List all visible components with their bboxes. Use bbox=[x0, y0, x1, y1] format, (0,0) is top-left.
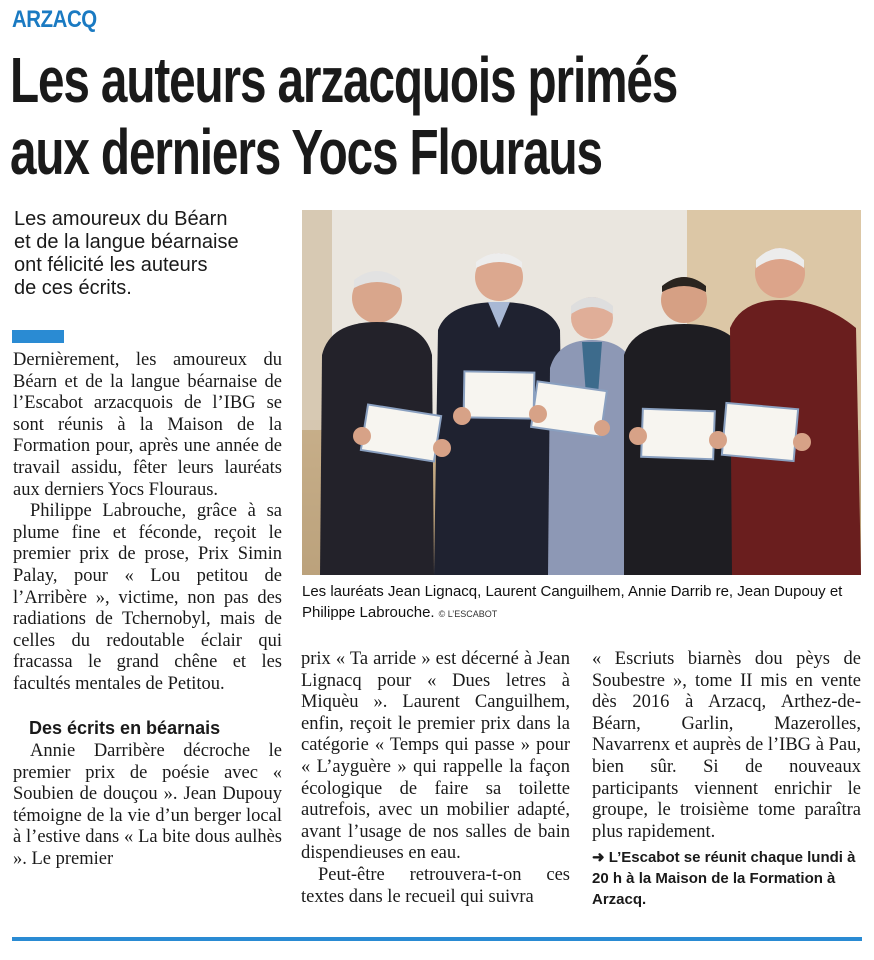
paragraph-poetry-prize: Annie Darribère décroche le premier prix de poésie avec « Soubien de douçou ». Jean Dupouy témoigne de la vie d’un berger local à l’estive dans « La bite dous aulhès ». Le premier bbox=[13, 741, 282, 870]
article-column-1 bbox=[13, 350, 282, 871]
headline-line-1: Les auteurs arzacquois primés bbox=[10, 44, 678, 116]
standfirst-line-4: de ces écrits. bbox=[14, 277, 132, 299]
subheading: Des écrits en béarnais bbox=[29, 717, 221, 738]
photo-caption-text: Les lauréats Jean Lignacq, Laurent Canguilhem, Annie Darrib re, Jean Dupouy et Philippe Labrouche. bbox=[302, 583, 843, 621]
standfirst-line-3: ont félicité les auteurs bbox=[14, 254, 208, 276]
paragraph-other-prizes: prix « Ta arride » est décerné à Jean Lignacq pour « Dues letres à Miquèu ». Laurent Canguilhem, enfin, reçoit le premier prix dans la catégorie « Temps qui passe » pour « L’ayguère » qui rappelle la façon écologique de faire sa toilette autrefois, avec un mobilier adapté, avant l’usage de nos salles de bain dispendieuses en eau. bbox=[301, 649, 570, 864]
practical-info-text: L’Escabot se réunit chaque lundi à 20 h à la Maison de la Formation à Arzacq. bbox=[592, 849, 856, 909]
headline-line-2: aux derniers Yocs Flouraus bbox=[10, 116, 602, 188]
headline bbox=[10, 44, 755, 188]
accent-bar bbox=[12, 330, 64, 343]
photo-credit: © L’ESCABOT bbox=[438, 609, 498, 619]
standfirst bbox=[14, 208, 314, 300]
section-tag: ARZACQ bbox=[12, 6, 97, 33]
paragraph-intro: Dernièrement, les amoureux du Béarn et de la langue béarnaise de l’Escabot arzacquois de l’IBG se sont réunis à la Maison de la Formation pour, après une année de travail assidu, fêter leurs lauréats aux derniers Yocs Flouraus. bbox=[13, 350, 282, 500]
bottom-rule bbox=[12, 937, 862, 941]
article-column-3 bbox=[592, 649, 861, 910]
paragraph-publication: « Escriuts biarnès dou pèys de Soubestre », tome II mis en vente dès 2016 à Arzacq, Arthez-de-Béarn, Garlin, Mazerolles, Navarrenx et auprès de l’IBG à Pau, bien sûr. Si de nouveaux participants viennent enrichir le groupe, le troisième tome paraîtra plus rapidement. bbox=[592, 649, 861, 842]
standfirst-line-1: Les amoureux du Béarn bbox=[14, 208, 228, 230]
article-column-2 bbox=[301, 649, 570, 908]
laureates-photo bbox=[302, 210, 861, 575]
standfirst-line-2: et de la langue béarnaise bbox=[14, 231, 239, 253]
arrow-icon: ➜ bbox=[592, 849, 605, 867]
photo-caption bbox=[302, 581, 870, 625]
practical-info bbox=[592, 847, 861, 910]
paragraph-prose-prize: Philippe Labrouche, grâce à sa plume fine et féconde, reçoit le premier prix de prose, Prix Simin Palay, pour « Lou petitou de l’Arribère », victime, non pas des radiations de Tchernobyl, mais de celles du redoutable éclair qui fracassa le grand chêne et les facultés mentales de Petitou. bbox=[13, 501, 282, 694]
paragraph-anthology: Peut-être retrouvera-t-on ces textes dans le recueil qui suivra bbox=[301, 864, 570, 907]
